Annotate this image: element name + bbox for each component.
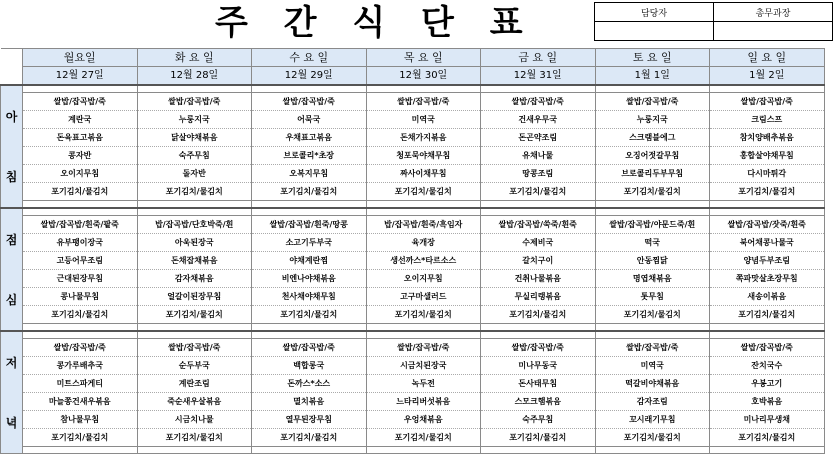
spacer-cell [595, 208, 710, 216]
menu-cell[interactable]: 쪽파맛살초장무침 [710, 270, 825, 288]
menu-cell[interactable]: 고구마샐러드 [366, 288, 481, 306]
menu-cell[interactable]: 쌀밥/잡곡밥/죽 [137, 339, 252, 357]
menu-cell[interactable]: 수제비국 [481, 234, 596, 252]
spacer-cell [481, 324, 596, 332]
day-date-5: 1월 1일 [595, 67, 710, 86]
menu-cell[interactable]: 야채계란찜 [252, 252, 367, 270]
spacer-cell [23, 201, 138, 209]
menu-row [1, 216, 825, 234]
menu-row [1, 375, 825, 393]
menu-cell[interactable]: 우채표고볶음 [252, 129, 367, 147]
menu-cell[interactable]: 어묵국 [252, 111, 367, 129]
menu-cell[interactable]: 다시마튀각 [710, 165, 825, 183]
menu-cell[interactable]: 숙주무침 [481, 411, 596, 429]
menu-cell[interactable]: 숙주무침 [137, 147, 252, 165]
meal-spacer-bottom [1, 201, 825, 209]
spacer-cell [710, 447, 825, 454]
meal-label-bottom: 침 [5, 169, 18, 184]
spacer-cell [366, 201, 481, 209]
menu-cell[interactable]: 북어채콩나물국 [710, 234, 825, 252]
menu-cell[interactable]: 쌀밥/잡곡밥/죽 [23, 93, 138, 111]
menu-cell[interactable]: 쌀밥/잡곡밥/죽 [366, 339, 481, 357]
menu-cell[interactable]: 잔치국수 [710, 357, 825, 375]
menu-cell[interactable]: 미트스파게티 [23, 375, 138, 393]
meal-spacer-top [1, 208, 825, 216]
menu-cell[interactable]: 쌀밥/잡곡밥/죽 [366, 93, 481, 111]
menu-cell[interactable]: 쌀밥/잡곡밥/죽 [481, 339, 596, 357]
spacer-cell [137, 208, 252, 216]
approval-sign-director[interactable] [714, 22, 833, 41]
menu-cell[interactable]: 쌀밥/잡곡밥/죽 [710, 339, 825, 357]
day-date-3: 12월 30일 [366, 67, 481, 86]
menu-cell[interactable]: 포기김치/물김치 [366, 306, 481, 324]
menu-cell[interactable]: 포기김치/물김치 [595, 306, 710, 324]
menu-cell[interactable]: 꼬시래기무침 [595, 411, 710, 429]
menu-row [1, 429, 825, 447]
menu-cell[interactable]: 쌀밥/잡곡밥/죽 [252, 93, 367, 111]
menu-cell[interactable]: 감자채볶음 [137, 270, 252, 288]
menu-cell[interactable]: 유채나물 [481, 147, 596, 165]
menu-cell[interactable]: 포기김치/물김치 [252, 183, 367, 201]
menu-cell[interactable]: 열무된장무침 [252, 411, 367, 429]
spacer-cell [252, 201, 367, 209]
menu-cell[interactable]: 오징어젓갈무침 [595, 147, 710, 165]
menu-cell[interactable]: 마늘쫑건새우볶음 [23, 393, 138, 411]
menu-cell[interactable]: 포기김치/물김치 [595, 429, 710, 447]
menu-cell[interactable]: 포기김치/물김치 [710, 183, 825, 201]
menu-cell[interactable]: 누룽지국 [137, 111, 252, 129]
menu-cell[interactable]: 고등어무조림 [23, 252, 138, 270]
spacer-cell [137, 324, 252, 332]
approval-label-manager: 담당자 [595, 3, 714, 22]
spacer-cell [710, 208, 825, 216]
spacer-cell [137, 447, 252, 454]
menu-row [1, 234, 825, 252]
menu-cell[interactable]: 우엉채볶음 [366, 411, 481, 429]
spacer-cell [137, 85, 252, 93]
spacer-cell [366, 208, 481, 216]
menu-cell[interactable]: 콩가루배추국 [23, 357, 138, 375]
menu-cell[interactable]: 돈육표고볶음 [23, 129, 138, 147]
menu-cell[interactable]: 건취나물볶음 [481, 270, 596, 288]
spacer-cell [366, 331, 481, 339]
menu-cell[interactable]: 톳무침 [595, 288, 710, 306]
approval-label-director: 총무과장 [714, 3, 833, 22]
menu-cell[interactable]: 쌀밥/잡곡밥/죽 [595, 339, 710, 357]
menu-cell[interactable]: 닭살야채볶음 [137, 129, 252, 147]
meal-spacer-top [1, 85, 825, 93]
spacer-cell [595, 447, 710, 454]
menu-cell[interactable]: 포기김치/물김치 [137, 183, 252, 201]
menu-cell[interactable]: 떡국 [595, 234, 710, 252]
menu-cell[interactable]: 포기김치/물김치 [481, 183, 596, 201]
spacer-cell [23, 85, 138, 93]
menu-cell[interactable]: 포기김치/물김치 [252, 306, 367, 324]
spacer-cell [710, 331, 825, 339]
menu-cell[interactable]: 브로콜리*초장 [252, 147, 367, 165]
menu-cell[interactable]: 쌀밥/잡곡밥/잣죽/흰죽 [710, 216, 825, 234]
menu-row [1, 93, 825, 111]
menu-cell[interactable]: 멸치볶음 [252, 393, 367, 411]
menu-cell[interactable]: 쌀밥/잡곡밥/죽 [137, 93, 252, 111]
approval-box [594, 2, 833, 41]
day-name-0: 월요일 [23, 49, 138, 67]
spacer-cell [595, 331, 710, 339]
day-name-2: 수 요 일 [252, 49, 367, 67]
menu-cell[interactable]: 콩나물무침 [23, 288, 138, 306]
menu-cell[interactable]: 땅콩조림 [481, 165, 596, 183]
menu-cell[interactable]: 호박볶음 [710, 393, 825, 411]
spacer-cell [252, 85, 367, 93]
menu-cell[interactable]: 쌀밥/잡곡밥/죽 [481, 93, 596, 111]
day-date-0: 12월 27일 [23, 67, 138, 86]
spacer-cell [710, 324, 825, 332]
spacer-cell [710, 201, 825, 209]
meal-spacer-bottom [1, 324, 825, 332]
spacer-cell [137, 201, 252, 209]
spacer-cell [481, 447, 596, 454]
menu-cell[interactable]: 포기김치/물김치 [23, 429, 138, 447]
spacer-cell [23, 324, 138, 332]
menu-cell[interactable]: 계란조림 [137, 375, 252, 393]
menu-cell[interactable]: 얼갈이된장무침 [137, 288, 252, 306]
menu-cell[interactable]: 백합롱국 [252, 357, 367, 375]
spacer-cell [23, 331, 138, 339]
menu-row [1, 270, 825, 288]
menu-cell[interactable]: 시금치나물 [137, 411, 252, 429]
menu-cell[interactable]: 아욱된장국 [137, 234, 252, 252]
menu-cell[interactable]: 명엽채볶음 [595, 270, 710, 288]
spacer-cell [23, 447, 138, 454]
menu-cell[interactable]: 새송이볶음 [710, 288, 825, 306]
menu-cell[interactable]: 돈채잡채볶음 [137, 252, 252, 270]
meal-spacer-bottom [1, 447, 825, 454]
menu-cell[interactable]: 짜사이채무침 [366, 165, 481, 183]
day-date-6: 1월 2일 [710, 67, 825, 86]
page-title: 주 간 식 단 표 [215, 3, 535, 43]
menu-cell[interactable]: 생선까스*타르소스 [366, 252, 481, 270]
header-corner [1, 49, 23, 86]
spacer-cell [252, 324, 367, 332]
menu-cell[interactable]: 포기김치/물김치 [252, 429, 367, 447]
header-row-dates [1, 67, 825, 86]
day-name-3: 목 요 일 [366, 49, 481, 67]
meal-label-bottom: 녁 [5, 415, 18, 430]
meal-label-1 [1, 208, 23, 331]
menu-cell[interactable]: 무실리랭볶음 [481, 288, 596, 306]
day-date-1: 12월 28일 [137, 67, 252, 86]
day-date-4: 12월 31일 [481, 67, 596, 86]
spacer-cell [481, 85, 596, 93]
meal-label-0 [1, 85, 23, 208]
menu-cell[interactable]: 브로콜리두부무침 [595, 165, 710, 183]
spacer-cell [137, 331, 252, 339]
menu-cell[interactable]: 미역국 [595, 357, 710, 375]
menu-row [1, 306, 825, 324]
spacer-cell [595, 201, 710, 209]
meal-spacer-top [1, 331, 825, 339]
meal-label-bottom: 심 [5, 292, 18, 307]
menu-cell[interactable]: 시금치된장국 [366, 357, 481, 375]
menu-cell[interactable]: 갈치구이 [481, 252, 596, 270]
menu-cell[interactable]: 느타리버섯볶음 [366, 393, 481, 411]
spacer-cell [710, 85, 825, 93]
meal-label-gap [1, 373, 22, 413]
spacer-cell [252, 447, 367, 454]
menu-cell[interactable]: 유부팽이장국 [23, 234, 138, 252]
spacer-cell [23, 208, 138, 216]
menu-cell[interactable]: 콩자반 [23, 147, 138, 165]
menu-cell[interactable]: 쌀밥/잡곡밥/야문드죽/흰 [595, 216, 710, 234]
spacer-cell [481, 331, 596, 339]
spacer-cell [252, 208, 367, 216]
menu-row [1, 111, 825, 129]
spacer-cell [366, 447, 481, 454]
menu-row [1, 252, 825, 270]
menu-cell[interactable]: 포기김치/물김치 [366, 183, 481, 201]
header-row-days [1, 49, 825, 67]
menu-row [1, 339, 825, 357]
menu-cell[interactable]: 참나물무침 [23, 411, 138, 429]
menu-cell[interactable]: 오이지무침 [366, 270, 481, 288]
menu-cell[interactable]: 소고기두부국 [252, 234, 367, 252]
menu-cell[interactable]: 미역국 [366, 111, 481, 129]
meal-label-2 [1, 331, 23, 454]
menu-cell[interactable]: 근대된장무침 [23, 270, 138, 288]
menu-row [1, 393, 825, 411]
menu-cell[interactable]: 녹두전 [366, 375, 481, 393]
menu-cell[interactable]: 쌀밥/잡곡밥/죽 [710, 93, 825, 111]
menu-cell[interactable]: 쌀밥/잡곡밥/죽 [23, 339, 138, 357]
spacer-cell [481, 201, 596, 209]
menu-cell[interactable]: 비엔나야채볶음 [252, 270, 367, 288]
menu-cell[interactable]: 오복지무침 [252, 165, 367, 183]
day-name-4: 금 요 일 [481, 49, 596, 67]
menu-cell[interactable]: 포기김치/물김치 [710, 306, 825, 324]
menu-cell[interactable]: 양념두부조림 [710, 252, 825, 270]
menu-row [1, 147, 825, 165]
menu-row [1, 165, 825, 183]
menu-cell[interactable]: 포기김치/물김치 [481, 306, 596, 324]
menu-cell[interactable]: 참치양배추볶음 [710, 129, 825, 147]
meal-label-gap [1, 250, 22, 290]
spacer-cell [366, 324, 481, 332]
menu-cell[interactable]: 순두부국 [137, 357, 252, 375]
day-date-2: 12월 29일 [252, 67, 367, 86]
menu-cell[interactable]: 스크램블에그 [595, 129, 710, 147]
menu-cell[interactable]: 포기김치/물김치 [137, 429, 252, 447]
menu-cell[interactable]: 돈곤약조림 [481, 129, 596, 147]
day-name-5: 토 요 일 [595, 49, 710, 67]
spacer-cell [252, 331, 367, 339]
menu-cell[interactable]: 계란국 [23, 111, 138, 129]
menu-cell[interactable]: 돈까스*소스 [252, 375, 367, 393]
menu-cell[interactable]: 크림스프 [710, 111, 825, 129]
meal-label-top: 아 [5, 109, 18, 124]
menu-cell[interactable]: 육개장 [366, 234, 481, 252]
menu-cell[interactable]: 스모크햄볶음 [481, 393, 596, 411]
menu-row [1, 183, 825, 201]
meal-label-top: 점 [5, 232, 18, 247]
menu-row [1, 411, 825, 429]
menu-cell[interactable]: 포기김치/물김치 [481, 429, 596, 447]
menu-row [1, 288, 825, 306]
menu-cell[interactable]: 안동찜닭 [595, 252, 710, 270]
menu-cell[interactable]: 미나무동국 [481, 357, 596, 375]
menu-cell[interactable]: 돌자반 [137, 165, 252, 183]
menu-cell[interactable]: 쌀밥/잡곡밥/흰죽/땅콩 [252, 216, 367, 234]
menu-cell[interactable]: 죽순새우살볶음 [137, 393, 252, 411]
meal-label-top: 저 [5, 355, 18, 370]
menu-cell[interactable]: 포기김치/물김치 [23, 183, 138, 201]
spacer-cell [595, 324, 710, 332]
approval-sign-manager[interactable] [595, 22, 714, 41]
menu-cell[interactable]: 떡갈비야채볶음 [595, 375, 710, 393]
day-name-1: 화 요 일 [137, 49, 252, 67]
menu-row [1, 357, 825, 375]
menu-cell[interactable]: 누룽지국 [595, 111, 710, 129]
menu-cell[interactable]: 천사채야채무침 [252, 288, 367, 306]
menu-cell[interactable]: 밥/잡곡밥/흰죽/흑임자 [366, 216, 481, 234]
menu-cell[interactable]: 쌀밥/잡곡밥/죽 [252, 339, 367, 357]
menu-cell[interactable]: 밥/잡곡밥/단호박죽/흰 [137, 216, 252, 234]
menu-cell[interactable]: 포기김치/물김치 [595, 183, 710, 201]
menu-cell[interactable]: 감자조림 [595, 393, 710, 411]
spacer-cell [595, 85, 710, 93]
menu-table [0, 48, 825, 454]
menu-cell[interactable]: 돈채가지볶음 [366, 129, 481, 147]
menu-cell[interactable]: 우봉고기 [710, 375, 825, 393]
menu-cell[interactable]: 포기김치/물김치 [23, 306, 138, 324]
day-name-6: 일 요 일 [710, 49, 825, 67]
menu-cell[interactable]: 홍합살야채무침 [710, 147, 825, 165]
menu-cell[interactable]: 건새우무국 [481, 111, 596, 129]
menu-cell[interactable]: 미나리무생채 [710, 411, 825, 429]
menu-cell[interactable]: 포기김치/물김치 [710, 429, 825, 447]
menu-cell[interactable]: 쌀밥/잡곡밥/죽 [595, 93, 710, 111]
spacer-cell [366, 85, 481, 93]
spacer-cell [481, 208, 596, 216]
menu-cell[interactable]: 쌀밥/잡곡밥/흰죽/팥죽 [23, 216, 138, 234]
menu-row [1, 129, 825, 147]
menu-cell[interactable]: 돈사태무침 [481, 375, 596, 393]
menu-cell[interactable]: 청포묵야채무침 [366, 147, 481, 165]
menu-cell[interactable]: 포기김치/물김치 [137, 306, 252, 324]
menu-cell[interactable]: 오이지무침 [23, 165, 138, 183]
meal-label-gap [1, 127, 22, 167]
menu-cell[interactable]: 포기김치/물김치 [366, 429, 481, 447]
menu-cell[interactable]: 쌀밥/잡곡밥/쑥죽/흰죽 [481, 216, 596, 234]
